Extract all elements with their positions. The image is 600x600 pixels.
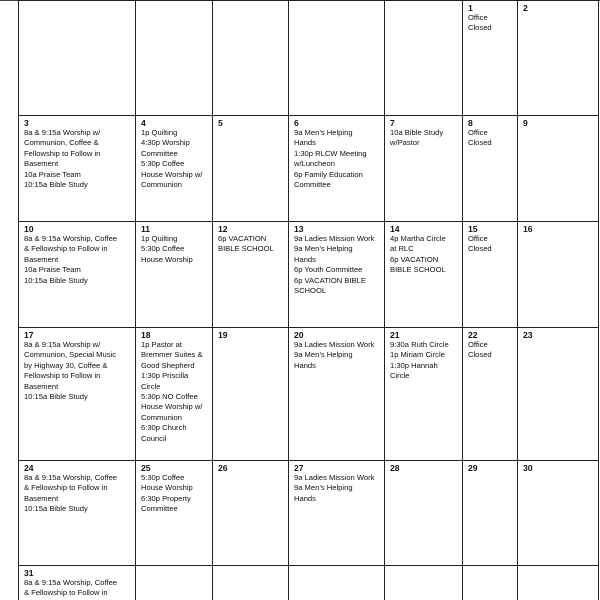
day-number: 11 xyxy=(141,224,151,234)
event-line: Good Shepherd xyxy=(141,360,195,370)
event-line: 1p Pastor at xyxy=(141,340,182,349)
event-line: 1:30p Priscilla xyxy=(141,371,189,381)
day-cell-17 xyxy=(18,327,135,460)
day-number: 24 xyxy=(24,463,34,473)
day-number: 29 xyxy=(468,463,478,473)
day-number: 5 xyxy=(218,118,223,128)
event-line: Hands xyxy=(294,360,316,370)
event-line: 9a Men’s Helping xyxy=(294,350,353,360)
event-line: Fellowship to Follow in xyxy=(24,371,101,381)
day-number: 8 xyxy=(468,118,473,128)
event-line: SCHOOL xyxy=(294,286,327,296)
event-line: Communion xyxy=(141,180,182,190)
event-line: & Fellowship to Follow in xyxy=(24,588,108,598)
event-line: 10:15a Bible Study xyxy=(24,392,88,402)
event-line: Hands xyxy=(294,254,316,264)
empty-cell-w5-d5 xyxy=(462,565,517,600)
event-line: 1p Quilting xyxy=(141,128,178,137)
day-cell-8 xyxy=(462,115,517,221)
day-number: 20 xyxy=(294,330,304,340)
event-line: 9a Men’s Helping xyxy=(294,128,353,137)
event-line: Basement xyxy=(24,159,59,169)
day-number: 7 xyxy=(390,118,395,128)
event-line: 10a Bible Study xyxy=(390,128,444,137)
day-cell-6 xyxy=(288,115,384,221)
empty-cell-w5-d1 xyxy=(135,565,212,600)
day-number: 19 xyxy=(218,330,228,340)
event-line: Committee xyxy=(294,180,331,190)
day-cell-22 xyxy=(462,327,517,460)
event-line: by Highway 30, Coffee & xyxy=(24,360,108,370)
day-cell-27 xyxy=(288,460,384,565)
event-line: at RLC xyxy=(390,244,414,254)
day-number: 18 xyxy=(141,330,151,340)
day-number: 15 xyxy=(468,224,478,234)
day-cell-11 xyxy=(135,221,212,327)
event-line: House Worship w/ xyxy=(141,169,203,179)
day-cell-2 xyxy=(517,0,599,115)
event-line: w/Pastor xyxy=(390,138,420,148)
day-number: 31 xyxy=(24,568,34,578)
event-line: Office xyxy=(468,340,488,349)
day-number: 28 xyxy=(390,463,400,473)
event-line: 9a Ladies Mission Work xyxy=(294,340,375,349)
event-line: 5:30p Coffee xyxy=(141,244,185,254)
day-number: 1 xyxy=(468,3,473,13)
event-line: 9a Men’s Helping xyxy=(294,244,353,254)
day-number: 22 xyxy=(468,330,478,340)
day-number: 10 xyxy=(24,224,34,234)
day-cell-5 xyxy=(212,115,288,221)
event-line: Communion xyxy=(141,412,182,422)
empty-cell-w0-d4 xyxy=(384,0,462,115)
event-line: 8a & 9:15a Worship, Coffee xyxy=(24,234,118,243)
event-line: Communion, Special Music xyxy=(24,350,117,360)
day-cell-20 xyxy=(288,327,384,460)
event-line: 4:30p Worship xyxy=(141,138,190,148)
day-cell-23 xyxy=(517,327,599,460)
day-cell-12 xyxy=(212,221,288,327)
event-line: Hands xyxy=(294,138,316,148)
day-cell-21 xyxy=(384,327,462,460)
day-cell-7 xyxy=(384,115,462,221)
event-line: 5:30p NO Coffee xyxy=(141,392,198,402)
event-line: & Fellowship to Follow in xyxy=(24,483,108,493)
event-line: 6:30p Church xyxy=(141,423,187,433)
day-cell-9 xyxy=(517,115,599,221)
empty-cell-w5-d4 xyxy=(384,565,462,600)
day-cell-19 xyxy=(212,327,288,460)
empty-cell-w5-d6 xyxy=(517,565,599,600)
event-line: Circle xyxy=(390,371,410,381)
day-cell-28 xyxy=(384,460,462,565)
day-number: 14 xyxy=(390,224,400,234)
event-line: Office xyxy=(468,234,488,243)
event-line: 6p Family Education xyxy=(294,169,363,179)
day-number: 13 xyxy=(294,224,304,234)
event-line: Committee xyxy=(141,504,178,514)
day-number: 17 xyxy=(24,330,34,340)
day-number: 21 xyxy=(390,330,400,340)
event-line: 10:15a Bible Study xyxy=(24,504,88,514)
empty-cell-w0-d3 xyxy=(288,0,384,115)
event-line: 1:30p Hannah xyxy=(390,360,438,370)
event-line: 9a Men’s Helping xyxy=(294,483,353,493)
event-line: 10:15a Bible Study xyxy=(24,180,88,190)
day-cell-4 xyxy=(135,115,212,221)
event-line: 1:30p RLCW Meeting xyxy=(294,148,367,158)
event-line: Bremmer Suites & xyxy=(141,350,203,360)
day-cell-18 xyxy=(135,327,212,460)
event-line: 10a Praise Team xyxy=(24,265,81,275)
event-line: 6p VACATION BIBLE xyxy=(294,275,366,285)
event-line: House Worship xyxy=(141,254,193,264)
event-line: House Worship w/ xyxy=(141,402,203,412)
day-number: 6 xyxy=(294,118,299,128)
event-line: Closed xyxy=(468,138,492,148)
day-cell-13 xyxy=(288,221,384,327)
day-number: 23 xyxy=(523,330,533,340)
event-line: 9a Ladies Mission Work xyxy=(294,234,375,243)
event-line: 8a & 9:15a Worship w/ xyxy=(24,128,101,137)
day-number: 16 xyxy=(523,224,533,234)
day-number: 9 xyxy=(523,118,528,128)
day-number: 4 xyxy=(141,118,146,128)
event-line: Circle xyxy=(141,381,161,391)
event-line: 8a & 9:15a Worship, Coffee xyxy=(24,578,118,587)
event-line: Basement xyxy=(24,493,59,503)
day-cell-24 xyxy=(18,460,135,565)
event-line: Communion, Coffee & xyxy=(24,138,99,148)
event-line: 10:15a Bible Study xyxy=(24,275,88,285)
day-number: 2 xyxy=(523,3,528,13)
event-line: & Fellowship to Follow in xyxy=(24,244,108,254)
event-line: 9a Ladies Mission Work xyxy=(294,473,375,482)
empty-cell-w5-d3 xyxy=(288,565,384,600)
event-line: 5:30p Coffee xyxy=(141,159,185,169)
event-line: Committee xyxy=(141,148,178,158)
event-line: Basement xyxy=(24,254,59,264)
event-line: Closed xyxy=(468,350,492,360)
event-line: Council xyxy=(141,433,167,443)
empty-cell-w0-d2 xyxy=(212,0,288,115)
event-line: Office xyxy=(468,13,488,22)
event-line: 1p Quilting xyxy=(141,234,178,243)
event-line: 4p Martha Circle xyxy=(390,234,446,243)
day-cell-1 xyxy=(462,0,517,115)
day-number: 3 xyxy=(24,118,29,128)
day-cell-29 xyxy=(462,460,517,565)
empty-cell-w0-d1 xyxy=(135,0,212,115)
event-line: 8a & 9:15a Worship, Coffee xyxy=(24,473,118,482)
event-line: 6:30p Property xyxy=(141,493,191,503)
event-line: 10a Praise Team xyxy=(24,169,81,179)
day-cell-14 xyxy=(384,221,462,327)
day-cell-30 xyxy=(517,460,599,565)
event-line: Closed xyxy=(468,244,492,254)
event-line: Hands xyxy=(294,493,316,503)
day-cell-31 xyxy=(18,565,135,600)
event-line: 8a & 9:15a Worship w/ xyxy=(24,340,101,349)
day-cell-16 xyxy=(517,221,599,327)
event-line: 6p VACATION xyxy=(390,254,439,264)
event-line: 5:30p Coffee xyxy=(141,473,185,482)
event-line: 9:30a Ruth Circle xyxy=(390,340,449,349)
day-number: 26 xyxy=(218,463,228,473)
day-cell-26 xyxy=(212,460,288,565)
event-line: Office xyxy=(468,128,488,137)
day-number: 12 xyxy=(218,224,228,234)
event-line: 1p Miriam Circle xyxy=(390,350,445,360)
day-cell-15 xyxy=(462,221,517,327)
day-cell-25 xyxy=(135,460,212,565)
day-number: 27 xyxy=(294,463,304,473)
event-line: BIBLE SCHOOL xyxy=(390,265,446,275)
day-cell-3 xyxy=(18,115,135,221)
day-number: 25 xyxy=(141,463,151,473)
event-line: 6p Youth Committee xyxy=(294,265,363,275)
event-line: BIBLE SCHOOL xyxy=(218,244,274,254)
empty-cell-w5-d2 xyxy=(212,565,288,600)
event-line: 6p VACATION xyxy=(218,234,267,243)
event-line: Basement xyxy=(24,381,59,391)
empty-cell-w0-d0 xyxy=(18,0,135,115)
event-line: House Worship xyxy=(141,483,193,493)
event-line: w/Luncheon xyxy=(294,159,335,169)
event-line: Closed xyxy=(468,23,492,33)
event-line: Fellowship to Follow in xyxy=(24,148,101,158)
day-cell-10 xyxy=(18,221,135,327)
day-number: 30 xyxy=(523,463,533,473)
